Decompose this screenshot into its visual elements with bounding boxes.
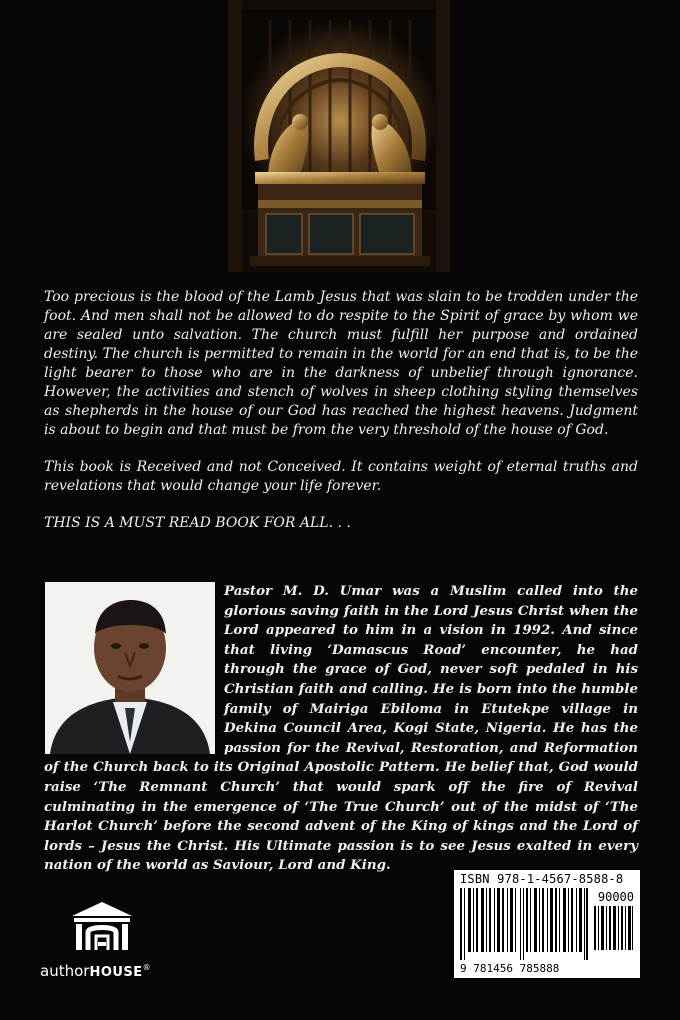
ean-barcode-bars <box>460 888 588 960</box>
publisher-name-prefix: author <box>40 962 90 980</box>
registered-mark: ® <box>142 963 151 972</box>
photo-spacer <box>44 582 224 754</box>
publisher-name <box>40 962 151 980</box>
back-cover-blurb <box>44 288 638 551</box>
cover-artwork <box>0 0 680 280</box>
publisher-name-suffix: HOUSE <box>89 965 143 980</box>
blurb-paragraph-3: THIS IS A MUST READ BOOK FOR ALL. . . <box>44 515 351 531</box>
isbn-number: ISBN 978-1-4567-8588-8 <box>460 872 624 886</box>
ean-number: 9 781456 785888 <box>460 962 560 975</box>
price-barcode-bars <box>594 906 634 950</box>
isbn-barcode <box>454 870 640 978</box>
author-bio-text: Pastor M. D. Umar was a Muslim called into the glorious saving faith in the Lord Jesus Christ when the Lord appeared to him in a vision in 1992. And since that living ‘Damascus Road’ encounter, he had through the grace of God, never soft pedaled in his Christian faith and calling. He is born into the humble family of Mairiga Ebiloma in Etutekpe village in Dekina Council Area, Kogi State, Nigeria. He has the passion for the Revival, Restoration, and Reformation of the Church back to its Original Apostolic Pattern. He belief that, God would raise ‘The Remnant Church’ that would spark off the fire of Revival culminating in the emergence of ‘The True Church’ out of the midst of ‘The Harlot Church’ before the second advent of the King of kings and the Lord of lords – Jesus the Christ. His Ultimate passion is to see Jesus exalted in every nation of the world as Saviour, Lord and King. <box>44 583 638 874</box>
blurb-paragraph-2: This book is Received and not Conceived. It contains weight of eternal truths and revelations that would change your life forever. <box>44 459 638 494</box>
blurb-paragraph-1: Too precious is the blood of the Lamb Jesus that was slain to be trodden under the foot. And men shall not be allowed to do respite to the Spirit of grace by whom we are sealed unto salvation. The church must fulfill her purpose and ordained destiny. The church is permitted to remain in the world for an end that is, to be the light bearer to those who are in the darkness of unbelief through ignorance. However, the activities and stench of wolves in sheep clothing styling themselves as shepherds in the house of our God has reached the highest heavens. Judgment is about to begin and that must be from the very threshold of the house of God. <box>44 289 638 438</box>
author-bio <box>44 582 638 876</box>
price-code: 90000 <box>597 890 634 904</box>
